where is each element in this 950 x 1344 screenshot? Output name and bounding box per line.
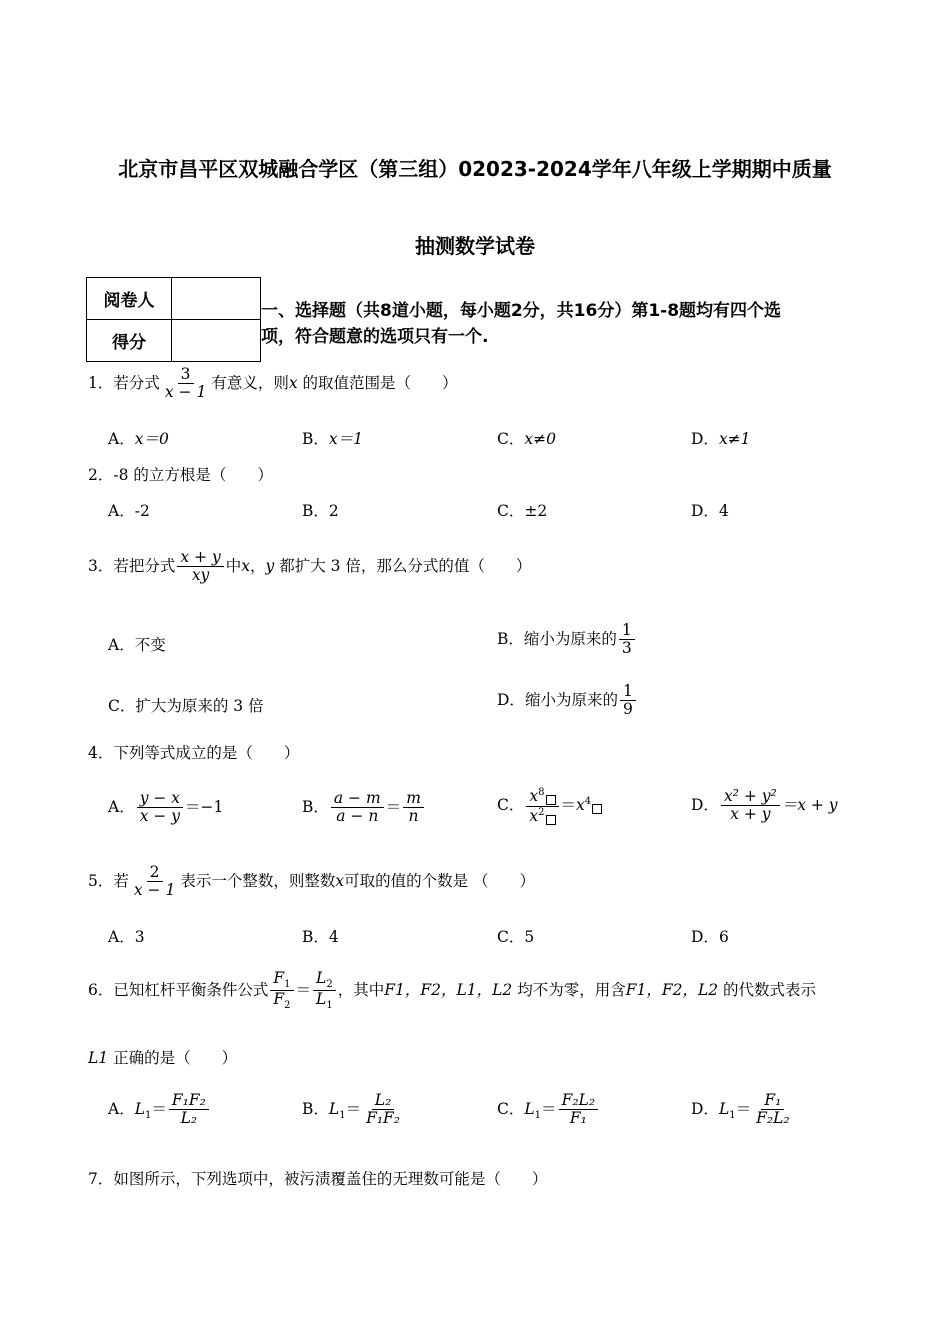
score-cell — [172, 320, 261, 362]
question-6-line2 — [88, 1046, 237, 1068]
numerator: F₁ — [761, 1092, 784, 1110]
option-text: x＝0 — [134, 430, 169, 448]
fraction — [753, 1092, 792, 1128]
fraction — [270, 970, 293, 1012]
question-7: 7．如图所示，下列选项中，被污渍覆盖住的无理数可能是（ ） — [88, 1170, 548, 1188]
denominator: x + y — [730, 805, 771, 824]
subscript: 1 — [534, 1109, 542, 1121]
question-5 — [88, 864, 535, 900]
option-letter: C． — [497, 1099, 525, 1118]
question-text: 已知杠杆平衡条件公式 — [113, 980, 269, 999]
base: x — [529, 806, 539, 825]
option-text: 5 — [524, 928, 535, 946]
symbol: L — [328, 1099, 340, 1118]
numerator: F₂L₂ — [559, 1092, 598, 1110]
question-text: 若把分式 — [113, 556, 176, 575]
option-text: 3 — [134, 928, 145, 946]
option-text: 不变 — [134, 636, 166, 654]
option-5b[interactable] — [302, 925, 339, 947]
option-letter: B． — [497, 629, 524, 648]
denominator: x − 1 — [164, 383, 207, 402]
fraction — [721, 788, 780, 824]
question-text: 正确的是（ ） — [108, 1049, 238, 1067]
numerator: 1 — [619, 622, 635, 640]
exponent: 2 — [538, 806, 545, 818]
section-heading — [261, 298, 781, 350]
option-letter: A． — [108, 1099, 135, 1118]
symbol: F — [273, 969, 285, 987]
score-table — [86, 277, 261, 362]
option-text: -2 — [134, 502, 150, 520]
base: x — [576, 796, 585, 815]
subscript: 1 — [326, 1000, 333, 1012]
option-letter: B． — [302, 430, 329, 448]
option-6c[interactable] — [497, 1092, 600, 1128]
denominator: F₂L₂ — [756, 1109, 790, 1128]
variable: y — [265, 556, 275, 575]
option-4a[interactable] — [108, 790, 223, 826]
variable: x — [241, 556, 250, 575]
option-letter: A． — [108, 928, 135, 946]
question-text: ， — [250, 556, 266, 575]
fraction — [559, 1092, 598, 1128]
placeholder-box — [546, 795, 556, 805]
option-text: ±2 — [524, 502, 548, 520]
option-letter: A． — [108, 502, 135, 520]
question-1 — [88, 366, 458, 402]
symbol: L — [316, 990, 327, 1009]
option-1a[interactable] — [108, 427, 169, 449]
symbol: F — [273, 990, 285, 1009]
numerator: y − x — [137, 790, 183, 808]
option-text: 缩小为原来的 — [524, 690, 618, 709]
variable: x — [288, 373, 298, 392]
numerator: a − m — [331, 790, 384, 808]
fraction — [131, 864, 178, 900]
exponent: 4 — [584, 795, 592, 807]
numerator: L₂ — [372, 1092, 395, 1110]
question-text: 都扩大 3 倍，那么分式的值（ ） — [274, 556, 532, 575]
fraction — [619, 622, 635, 658]
denominator: n — [408, 807, 419, 826]
option-letter: B． — [302, 928, 329, 946]
option-6b[interactable] — [302, 1092, 405, 1128]
denominator: F₁ — [569, 1109, 587, 1128]
section-heading-line2: 项，符合题意的选项只有一个. — [261, 327, 489, 347]
question-text: 有意义，则 — [211, 373, 289, 392]
option-2d[interactable] — [691, 499, 729, 521]
question-text: 表示一个整数，则整数 — [180, 871, 336, 890]
placeholder-box — [546, 815, 556, 825]
subscript: 2 — [284, 1000, 291, 1012]
denominator: a − n — [336, 807, 379, 826]
variable: L1 — [88, 1049, 109, 1067]
fraction — [363, 1092, 403, 1128]
option-4b[interactable] — [302, 790, 426, 826]
base: x — [529, 787, 539, 806]
question-number: 6． — [88, 980, 114, 999]
section-heading-line1: 一、选择题（共8道小题，每小题2分，共16分）第1-8题均有四个选 — [261, 301, 782, 321]
question-text: F1，F2，L1，L2 — [384, 980, 513, 999]
reviewer-cell — [172, 278, 261, 320]
equals-sign: ＝ — [560, 796, 577, 815]
option-letter: C． — [497, 430, 525, 448]
option-1c[interactable] — [497, 427, 556, 449]
option-letter: C． — [497, 796, 525, 815]
option-5a[interactable] — [108, 925, 145, 947]
question-number: 3． — [88, 556, 114, 575]
numerator: 3 — [178, 366, 194, 384]
option-5d[interactable] — [691, 925, 729, 947]
equals-sign: ＝ — [151, 1099, 167, 1118]
symbol: L — [134, 1099, 145, 1118]
option-text: 6 — [718, 928, 729, 946]
reviewer-label: 阅卷人 — [87, 278, 172, 320]
question-4: 4．下列等式成立的是（ ） — [88, 744, 300, 762]
score-label: 得分 — [87, 320, 172, 362]
exponent: 8 — [538, 787, 545, 798]
option-3a[interactable] — [108, 633, 166, 655]
equals-sign: ＝ — [385, 797, 402, 816]
variable: x — [335, 871, 345, 890]
question-number: 1． — [88, 373, 114, 392]
option-letter: D． — [691, 795, 719, 814]
option-letter: B． — [302, 797, 329, 816]
question-text: 若 — [113, 871, 129, 890]
option-2b[interactable] — [302, 499, 339, 521]
option-letter: C． — [497, 502, 525, 520]
option-1d[interactable] — [691, 427, 751, 449]
option-2c[interactable] — [497, 499, 547, 521]
subscript: 1 — [145, 1109, 152, 1121]
option-letter: D． — [497, 690, 525, 709]
numerator: x + y — [177, 549, 223, 567]
fraction — [313, 970, 336, 1012]
option-3d[interactable] — [497, 683, 638, 719]
option-4c[interactable] — [497, 787, 602, 825]
symbol: L — [524, 1099, 535, 1118]
option-2a[interactable] — [108, 499, 150, 521]
denominator: x − y — [139, 807, 181, 826]
option-letter: C． — [497, 928, 525, 946]
option-text: ＝x + y — [781, 795, 838, 814]
symbol: L — [316, 969, 327, 987]
option-3c[interactable] — [108, 694, 264, 716]
question-text: 的代数式表示 — [718, 980, 817, 999]
question-text: F1，F2，L2 — [625, 980, 719, 999]
question-3 — [88, 549, 531, 585]
denominator: xy — [191, 566, 210, 585]
numerator: x² + y² — [721, 788, 780, 806]
subscript: 1 — [729, 1109, 736, 1121]
equals-sign: ＝ — [735, 1099, 752, 1118]
option-letter: C． — [108, 697, 136, 715]
option-letter: D． — [691, 430, 719, 448]
option-letter: A． — [108, 797, 135, 816]
option-letter: A． — [108, 636, 135, 654]
denominator: F₁F₂ — [366, 1109, 401, 1128]
numerator: 1 — [620, 683, 636, 701]
option-letter: D． — [691, 1099, 719, 1118]
fraction — [169, 1092, 209, 1128]
option-text: 2 — [328, 502, 339, 520]
page-title: 北京市昌平区双城融合学区（第三组）02023-2024学年八年级上学期期中质量 — [118, 157, 832, 181]
fraction — [137, 790, 183, 826]
denominator: L₂ — [180, 1109, 198, 1128]
subscript: 2 — [326, 979, 333, 991]
subscript: 1 — [284, 979, 291, 991]
numerator: m — [403, 790, 424, 808]
question-text: 若分式 — [113, 373, 160, 392]
option-text: x≠0 — [524, 430, 556, 448]
numerator: F₁F₂ — [169, 1092, 209, 1110]
question-text: 中 — [225, 556, 242, 575]
option-text: 扩大为原来的 3 倍 — [135, 697, 264, 715]
denominator: x − 1 — [133, 881, 176, 900]
question-6 — [88, 970, 816, 1012]
denominator: 9 — [622, 700, 633, 719]
option-letter: D． — [691, 928, 719, 946]
option-1b[interactable] — [302, 427, 363, 449]
fraction — [177, 549, 223, 585]
option-6a[interactable] — [108, 1092, 211, 1128]
option-text: x＝1 — [328, 430, 363, 448]
question-text: 的取值范围是（ ） — [297, 373, 458, 392]
question-text: 可取的值的个数是 （ ） — [344, 871, 536, 890]
option-3b[interactable] — [497, 622, 637, 658]
equals-sign: ＝ — [345, 1099, 362, 1118]
numerator: 2 — [147, 864, 163, 882]
fraction — [403, 790, 424, 826]
question-number: 5． — [88, 871, 114, 890]
fraction — [331, 790, 384, 826]
option-letter: A． — [108, 430, 135, 448]
question-2: 2．-8 的立方根是（ ） — [88, 466, 273, 484]
option-text: x≠1 — [718, 430, 751, 448]
option-text: 4 — [328, 928, 339, 946]
option-text: 缩小为原来的 — [523, 629, 617, 648]
placeholder-box — [592, 804, 602, 814]
option-4d[interactable] — [691, 788, 838, 824]
option-5c[interactable] — [497, 925, 534, 947]
option-letter: D． — [691, 502, 719, 520]
symbol: L — [718, 1099, 730, 1118]
denominator: 3 — [621, 639, 632, 658]
equals-sign: ＝ — [541, 1099, 557, 1118]
option-6d[interactable] — [691, 1092, 795, 1128]
question-text: ，其中 — [337, 980, 385, 999]
option-text: 4 — [718, 502, 729, 520]
fraction — [620, 683, 636, 719]
subscript: 1 — [339, 1109, 346, 1121]
equals-sign: ＝ — [295, 980, 312, 999]
question-text: 均不为零，用含 — [512, 980, 626, 999]
fraction — [162, 366, 209, 402]
option-letter: B． — [302, 1099, 329, 1118]
fraction — [526, 787, 558, 825]
page-subtitle: 抽测数学试卷 — [415, 234, 535, 258]
option-letter: B． — [302, 502, 329, 520]
option-text: ＝−1 — [185, 797, 224, 816]
